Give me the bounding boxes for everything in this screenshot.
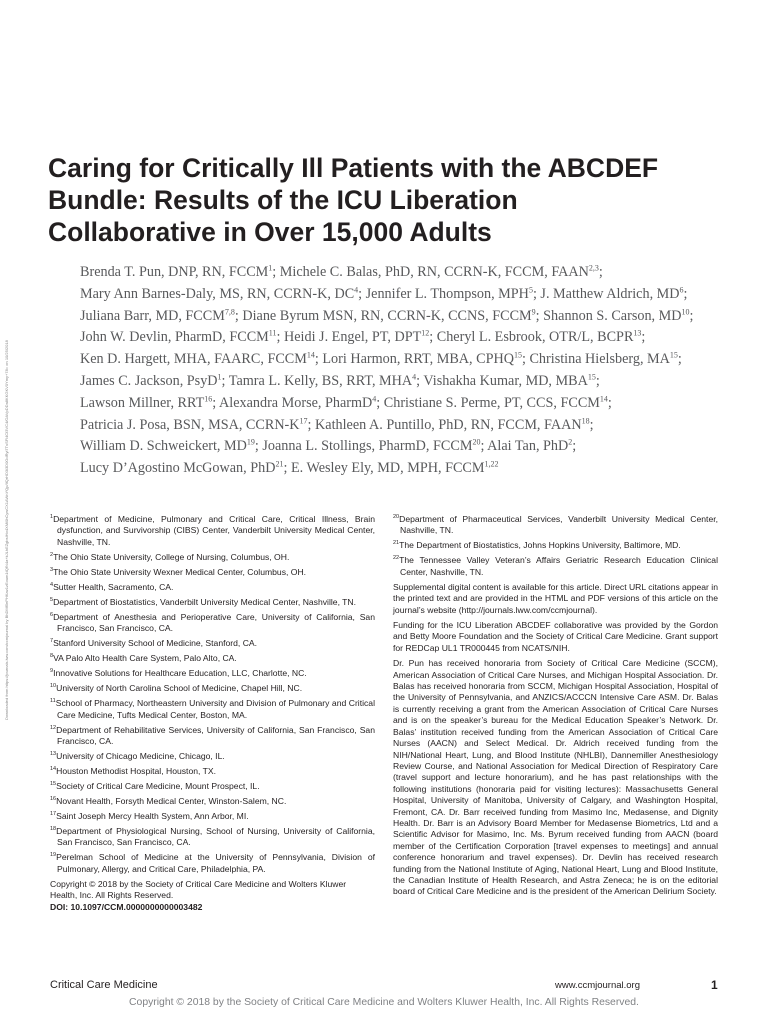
affiliation-number: 15 (50, 781, 57, 788)
author-name: Brenda T. Pun, DNP, RN, FCCM (80, 264, 269, 280)
affiliation-item (50, 725, 375, 748)
author-name: ; (595, 372, 600, 389)
affiliation-number: 19 (50, 852, 57, 859)
affiliation-text: Houston Methodist Hospital, Houston, TX. (56, 766, 216, 777)
affiliation-superscript: 1,22 (484, 459, 499, 469)
affiliation-superscript: 11 (268, 328, 277, 338)
affiliation-superscript: 6 (679, 285, 684, 295)
affiliation-text: University of North Carolina School of Medicine, Chapel Hill, NC. (56, 683, 303, 694)
author-name: ; Cheryl L. Esbrook, OTR/L, BCPR (429, 329, 634, 346)
affiliation-superscript: 4 (372, 394, 377, 404)
author-name: Mary Ann Barnes-Daly, MS, RN, CCRN-K, DC (80, 285, 355, 302)
author-line (80, 349, 740, 371)
doi: DOI: 10.1097/CCM.0000000000003482 (50, 901, 203, 912)
article-title: Caring for Critically Ill Patients with the ABCDEF Bundle: Results of the ICU Liberation Collaborative in Over 15,000 Adults (48, 153, 659, 247)
author-name: ; Jennifer L. Thompson, MPH (358, 285, 529, 302)
affiliation-text: Society of Critical Care Medicine, Mount Prospect, IL. (56, 781, 260, 792)
author-name: ; Heidi J. Engel, PT, DPT (276, 329, 422, 346)
author-name: John W. Devlin, PharmD, FCCM (80, 329, 269, 346)
affiliation-superscript: 12 (421, 328, 430, 338)
author-name: ; (598, 264, 603, 280)
affiliation-text: Novant Health, Forsyth Medical Center, Winston-Salem, NC. (56, 796, 287, 807)
affiliation-text: Sutter Health, Sacramento, CA. (53, 581, 174, 592)
affiliation-superscript: 9 (531, 306, 536, 316)
affiliation-number: 21 (393, 540, 400, 547)
affiliation-superscript: 18 (581, 415, 590, 425)
affiliation-text: The Tennessee Valley Veteran’s Affairs Geriatric Research Education Clinical Center, Nashville, TN. (399, 555, 718, 577)
affiliation-item (50, 796, 375, 807)
affiliation-text: Department of Physiological Nursing, School of Nursing, University of California, San Francisco, San Francisco, CA. (56, 826, 375, 848)
affiliation-item (50, 683, 375, 694)
affiliation-number: 17 (50, 811, 57, 818)
affiliation-number: 9 (50, 668, 54, 675)
author-name: Lawson Millner, RRT (80, 394, 205, 411)
affiliation-number: 11 (50, 698, 56, 705)
affiliation-text: Department of Medicine, Pulmonary and Critical Care, Critical Illness, Brain dysfunction, and Survivorship (CIBS) Center, Vanderbilt University Medical Center, Nashville, TN. (53, 514, 375, 547)
affiliation-superscript: 15 (513, 350, 522, 360)
page-number: 1 (711, 978, 718, 992)
author-line (80, 458, 740, 480)
author-line (80, 436, 740, 458)
author-name: James C. Jackson, PsyD (80, 372, 218, 389)
disclosures: Dr. Pun has received honoraria from Society of Critical Care Medicine (SCCM), American Association of Critical Care Nurses, and Michigan Hospital Association. Dr. Balas has received honoraria from SCCM, Michigan Hospital Association, Hospital of the University of Pennsylvania, and ANZICS/ACCCN Intensive Care ASM. Dr. Balas is currently receiving a grant from the American Association of Critical Care Nurses and is on the speaker’s bureau for the Medical Education Speaker’s Network. Dr. Balas’ institution received funding from the American Association of Critical Care Nurses (AACN) and Select Medical. Dr. Aldrich received funding from the NIH/National Heart, Lung, and Blood Institute (NHLBI), Dannemiller Anesthesiology Review Course, and National Association for Medical Direction of Respiratory Care (travel support and lecture honorarium), and he has past relationships with the following institutions (honoraria paid for visiting lectures): Massachusetts General Hospital, University of Manitoba, University of Calgary, and Washington Hospital, Fremont, CA. Dr. Barr received funding from Masimo Inc, Medasense, and Dignity Health. Dr. Barr is an Advisory Board Member for Medasense Biometrics, Ltd and a Scientific Advisor for Masimo, Inc. Ms. Byrum received funding from AACN (board member of the Certification Corporation [travel expenses to meetings] and annual conference honorarium and travel expenses). Dr. Devlin has received research funding from the National Institute of Aging, National Heart, Lung and Blood Institute, the Canadian Institute of Health Research, and Astra Zeneca; he is on the editorial board of Critical Care Medicine and is the president of the American Delirium Society. (393, 658, 718, 897)
author-name: ; Christina Hielsberg, MA (521, 351, 670, 368)
affiliation-superscript: 14 (306, 350, 315, 360)
author-name: ; (641, 329, 646, 346)
author-name: Ken D. Hargett, MHA, FAARC, FCCM (80, 351, 307, 368)
affiliation-superscript: 1 (217, 372, 222, 382)
author-line (80, 393, 740, 415)
affiliation-number: 14 (50, 766, 57, 773)
affiliation-number: 5 (50, 596, 54, 603)
affiliation-item (50, 766, 375, 777)
affiliation-text: Saint Joseph Mercy Health System, Ann Arbor, MI. (56, 811, 249, 822)
affiliation-superscript: 4 (412, 372, 417, 382)
affiliation-number: 7 (50, 638, 54, 645)
affiliation-text: School of Pharmacy, Northeastern University and Division of Pulmonary and Critical Care Medicine, Tufts Medical Center, Boston, MA. (55, 698, 375, 720)
affiliation-item (393, 514, 718, 537)
affiliation-superscript: 19 (246, 437, 255, 447)
affiliation-text: The Ohio State University Wexner Medical Center, Columbus, OH. (53, 566, 307, 577)
affiliation-superscript: 7,8 (224, 306, 235, 316)
affiliation-item (50, 751, 375, 762)
affiliation-text: Department of Pharmaceutical Services, Vanderbilt University Medical Center, Nashville, TN. (399, 514, 718, 536)
affiliation-item (50, 668, 375, 679)
affiliation-number: 6 (50, 611, 54, 618)
author-name: ; (607, 394, 612, 411)
affiliation-item (50, 811, 375, 822)
affiliation-number: 4 (50, 581, 54, 588)
author-name: ; Tamra L. Kelly, BS, RRT, MHA (221, 372, 413, 389)
affiliation-superscript: 20 (472, 437, 481, 447)
affiliation-item (50, 653, 375, 664)
author-name: Patricia J. Posa, BSN, MSA, CCRN-K (80, 416, 300, 433)
author-name: ; (683, 285, 688, 302)
affiliation-number: 10 (50, 683, 57, 690)
affiliation-superscript: 15 (587, 372, 596, 382)
author-name: ; Kathleen A. Puntillo, PhD, RN, FCCM, FAAN (307, 416, 582, 433)
author-name: ; Shannon S. Carson, MD (535, 307, 682, 324)
affiliation-number: 22 (393, 555, 400, 562)
affiliations-right (393, 514, 718, 578)
author-name: ; Lori Harmon, RRT, MBA, CPHQ (314, 351, 514, 368)
affiliation-text: Innovative Solutions for Healthcare Education, LLC, Charlotte, NC. (53, 668, 307, 679)
author-line (80, 415, 740, 437)
author-name: ; Christiane S. Perme, PT, CCS, FCCM (376, 394, 600, 411)
affiliation-superscript: 10 (681, 306, 690, 316)
footer-journal-name: Critical Care Medicine (50, 979, 158, 991)
download-note (2, 300, 12, 720)
author-name: ; (572, 438, 577, 455)
author-name: ; J. Matthew Aldrich, MD (532, 285, 680, 302)
affiliation-number: 13 (50, 751, 57, 758)
affiliation-item (50, 826, 375, 849)
author-name: ; (589, 416, 594, 433)
author-line (80, 262, 740, 284)
affiliation-item (50, 612, 375, 635)
affiliation-number: 12 (50, 724, 57, 731)
affiliation-item (50, 567, 375, 578)
affiliation-item (50, 781, 375, 792)
affiliation-text: Department of Anesthesia and Perioperative Care, University of California, San Francisco, San Francisco, CA. (53, 611, 375, 634)
footer-url: www.ccmjournal.org (555, 980, 640, 991)
affiliation-item (50, 582, 375, 593)
affiliation-text: Perelman School of Medicine at the University of Pennsylvania, Division of Pulmonary, Allergy, and Critical Care, Philadelphia, PA. (56, 852, 375, 874)
affiliation-text: University of Chicago Medicine, Chicago, IL. (56, 751, 225, 762)
affiliation-number: 16 (50, 796, 57, 803)
affiliation-item (50, 698, 375, 721)
affiliation-item (50, 597, 375, 608)
author-name: William D. Schweickert, MD (80, 438, 247, 455)
author-line (80, 371, 740, 393)
author-name: ; Joanna L. Stollings, PharmD, FCCM (254, 438, 473, 455)
author-name: ; Vishakha Kumar, MD, MBA (416, 372, 588, 389)
affiliation-text: The Ohio State University, College of Nursing, Columbus, OH. (53, 551, 290, 562)
author-name: ; E. Wesley Ely, MD, MPH, FCCM (283, 460, 485, 477)
left-column (50, 514, 375, 913)
affiliation-item (50, 852, 375, 875)
author-name: ; Alexandra Morse, PharmD (212, 394, 373, 411)
author-line (80, 284, 740, 306)
author-name: ; (677, 351, 682, 368)
affiliation-superscript: 5 (528, 285, 533, 295)
affiliation-superscript: 2 (568, 437, 573, 447)
affiliation-number: 3 (50, 566, 54, 573)
affiliations-left (50, 514, 375, 875)
affiliation-text: Stanford University School of Medicine, Stanford, CA. (53, 638, 258, 649)
author-name: ; Diane Byrum MSN, RN, CCRN-K, CCNS, FCCM (234, 307, 532, 324)
affiliation-text: Department of Rehabilitative Services, University of California, San Francisco, San Francisco, CA. (56, 724, 375, 747)
supplemental-note: Supplemental digital content is available for this article. Direct URL citations appear in the printed text and are provided in the HTML and PDF versions of this article on the journal’s website (http://journals.lww.com/ccmjournal). (393, 581, 718, 615)
affiliation-text: Department of Biostatistics, Vanderbilt University Medical Center, Nashville, TN. (53, 596, 357, 607)
copyright-notice: Copyright © 2018 by the Society of Critical Care Medicine and Wolters Kluwer Health, Inc. All Rights Reserved. (50, 878, 347, 901)
funding-note: Funding for the ICU Liberation ABCDEF collaborative was provided by the Gordon and Betty Moore Foundation and the Society of Critical Care Medicine. Grant support for REDCap UL1 TR000445 from NCATS/NIH. (393, 620, 718, 653)
download-note-text: Downloaded from https://journals.lww.com/ccmjournal by BhDMf5ePHKav1zEoum1tQfN4a+kJLhEZgbsIHo4XMi0hCywCX1AWnYQp/IlQrHD3i3D0OdRyi7TvSFl4Cf3VC4/OAVpDDa8KKGKV0Ymy+78= on 10/25/2018 (4, 340, 9, 720)
affiliation-number: 18 (50, 826, 57, 833)
affiliation-item (393, 540, 718, 551)
affiliation-superscript: 2,3 (588, 263, 599, 273)
affiliation-superscript: 21 (275, 459, 284, 469)
author-name: ; Alai Tan, PhD (480, 438, 569, 455)
affiliation-item (50, 514, 375, 548)
affiliation-superscript: 14 (599, 394, 608, 404)
author-list (80, 262, 740, 480)
affiliation-item (50, 552, 375, 563)
affiliation-superscript: 13 (633, 328, 642, 338)
affiliation-superscript: 1 (268, 263, 273, 273)
author-name: Lucy D’Agostino McGowan, PhD (80, 460, 276, 477)
affiliation-item (50, 638, 375, 649)
author-name: Juliana Barr, MD, FCCM (80, 307, 225, 324)
affiliation-superscript: 4 (354, 285, 359, 295)
affiliation-superscript: 17 (299, 415, 308, 425)
affiliation-item (393, 555, 718, 578)
affiliation-number: 8 (50, 653, 54, 660)
author-line (80, 327, 740, 349)
affiliation-superscript: 16 (204, 394, 213, 404)
affiliation-number: 1 (50, 514, 54, 521)
affiliation-text: The Department of Biostatistics, Johns Hopkins University, Baltimore, MD. (399, 540, 681, 551)
author-line (80, 306, 740, 328)
affiliation-text: VA Palo Alto Health Care System, Palo Alto, CA. (53, 653, 237, 664)
affiliation-superscript: 15 (669, 350, 678, 360)
author-name: ; Michele C. Balas, PhD, RN, CCRN-K, FCCM, FAAN (272, 264, 589, 280)
affiliation-number: 20 (393, 514, 400, 521)
right-column (393, 514, 718, 902)
affiliation-number: 2 (50, 551, 54, 558)
author-name: ; (689, 307, 694, 324)
footer-copyright: Copyright © 2018 by the Society of Critical Care Medicine and Wolters Kluwer Health, Inc. All Rights Reserved. (129, 997, 639, 1008)
